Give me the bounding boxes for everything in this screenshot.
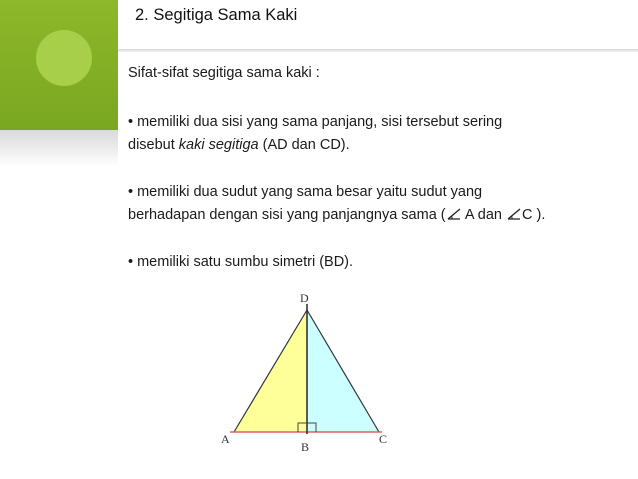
title-underline [118, 49, 638, 52]
vertex-label-b: B [301, 440, 310, 454]
point-2-line-2 [128, 206, 545, 225]
vertex-label-c: C [379, 432, 388, 446]
accent-shadow [0, 130, 118, 166]
point-1-line-2 [128, 136, 350, 155]
point-3: • memiliki satu sumbu simetri (BD). [128, 254, 354, 270]
point-1-line-1: • memiliki dua sisi yang sama panjang, sisi tersebut sering [128, 114, 503, 130]
vertex-label-a: A [221, 432, 230, 446]
point-2-angle-c: C ). [521, 207, 546, 223]
slide-title: 2. Segitiga Sama Kaki [135, 6, 298, 24]
point-2-angle-a: A dan [461, 207, 506, 223]
point-2-line-1: • memiliki dua sudut yang sama besar yaitu sudut yang [128, 184, 483, 200]
kaki-segitiga-term: kaki segitiga [178, 137, 259, 153]
isosceles-triangle-figure [212, 286, 408, 464]
vertical-divider [118, 0, 120, 479]
intro-text: Sifat-sifat segitiga sama kaki : [128, 65, 320, 81]
point-1-text-end: (AD dan CD). [258, 137, 350, 153]
point-2-text: berhadapan dengan sisi yang panjangnya sama ( [128, 207, 446, 223]
decorative-circle [36, 30, 92, 86]
point-1-text: disebut [128, 137, 179, 153]
vertex-label-d: D [300, 291, 309, 305]
angle-symbol-icon [506, 207, 522, 221]
angle-symbol-icon [446, 207, 462, 221]
